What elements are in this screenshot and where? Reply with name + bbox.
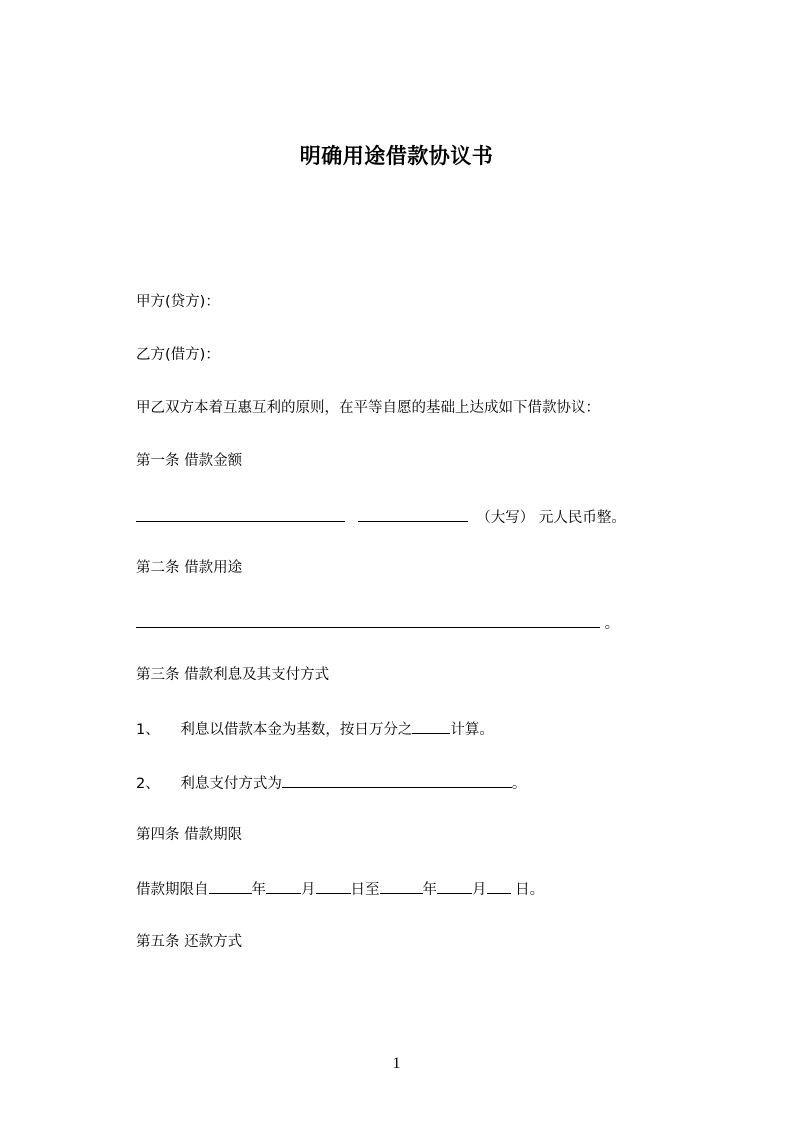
end-month-label: 月 [472, 882, 487, 898]
end-year-label: 年 [422, 882, 437, 898]
amount-lowercase-blank[interactable] [136, 506, 345, 522]
article-5-heading: 第五条 还款方式 [136, 934, 243, 950]
article-4-term-line [136, 878, 544, 900]
end-month-blank[interactable] [437, 878, 472, 894]
amount-suffix: （大写） 元人民币整。 [476, 510, 626, 526]
article-1-amount-line [136, 506, 626, 528]
item-1-text-b: 计算。 [450, 722, 494, 738]
article-4-heading: 第四条 借款期限 [136, 827, 243, 843]
item-2-number: 2、 [136, 776, 160, 792]
start-month-label: 月 [301, 882, 316, 898]
preamble-text: 甲乙双方本着互惠互利的原则，在平等自愿的基础上达成如下借款协议： [136, 400, 600, 416]
party-b-label: 乙方(借方)： [136, 347, 220, 363]
article-2-purpose-line [136, 612, 619, 634]
article-3-item-1 [136, 718, 494, 740]
loan-purpose-blank[interactable] [136, 612, 600, 628]
term-start-text: 借款期限自 [136, 882, 209, 898]
page-number: 1 [392, 1055, 401, 1072]
article-2-heading: 第二条 借款用途 [136, 560, 243, 576]
item-2-text-b: 。 [511, 776, 527, 792]
document-title: 明确用途借款协议书 [299, 144, 494, 168]
amount-uppercase-blank[interactable] [358, 506, 468, 522]
item-2-text-a: 利息支付方式为 [180, 776, 282, 792]
party-a-label: 甲方(贷方)： [136, 294, 220, 310]
start-day-blank[interactable] [316, 878, 351, 894]
interest-rate-blank[interactable] [412, 718, 450, 734]
start-month-blank[interactable] [266, 878, 301, 894]
interest-payment-method-blank[interactable] [282, 772, 512, 788]
end-day-label: 日。 [510, 882, 545, 898]
start-year-blank[interactable] [209, 878, 252, 894]
start-year-label: 年 [251, 882, 266, 898]
item-1-number: 1、 [136, 722, 160, 738]
article-3-item-2 [136, 772, 526, 794]
end-day-blank[interactable] [487, 878, 511, 894]
day-to-label: 日至 [350, 882, 380, 898]
end-year-blank[interactable] [380, 878, 423, 894]
purpose-suffix: 。 [604, 616, 620, 632]
article-1-heading: 第一条 借款金额 [136, 453, 243, 469]
item-1-text-a: 利息以借款本金为基数，按日万分之 [180, 722, 413, 738]
article-3-heading: 第三条 借款利息及其支付方式 [136, 667, 330, 683]
